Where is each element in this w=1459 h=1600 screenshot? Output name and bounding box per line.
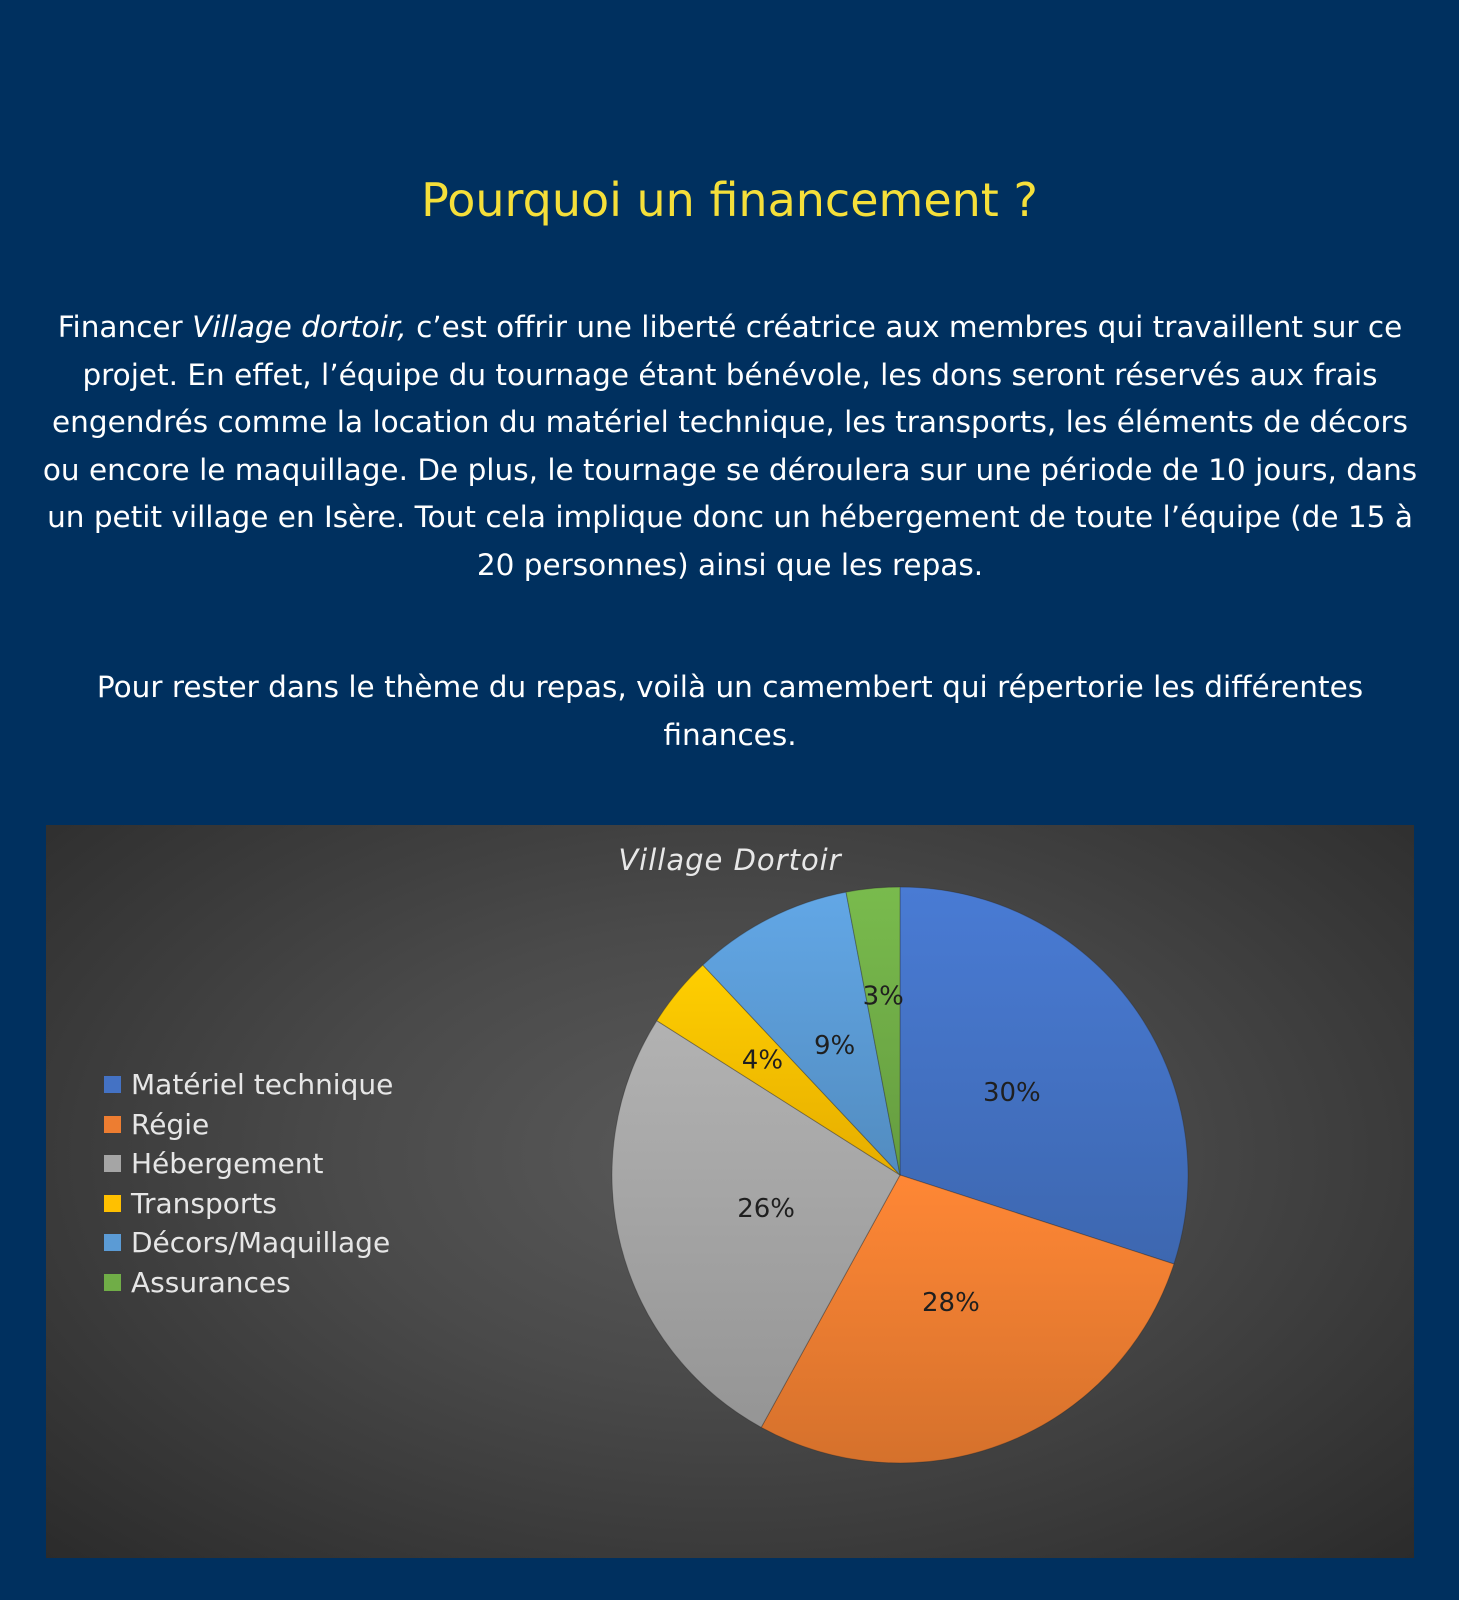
legend-label: Régie	[131, 1107, 210, 1141]
pie-data-label: 26%	[737, 1193, 796, 1224]
pie-data-label: 4%	[741, 1045, 784, 1076]
legend-label: Hébergement	[131, 1147, 324, 1181]
legend-label: Décors/Maquillage	[131, 1226, 391, 1260]
intro-paragraph	[42, 304, 1418, 589]
intro-body: c’est offrir une liberté créatrice aux membres qui travaillent sur ce projet. En effet, l’équipe du tournage étant bénévole, les dons seront réservés aux frais engendrés comme la location du matériel technique, les transports, les éléments de décors ou encore le maquillage. De plus, le tournage se déroulera sur une période de 10 jours, dans un petit village en Isère. Tout cela implique donc un hébergement de toute l’équipe (de 15 à 20 personnes) ainsi que les repas.	[42, 310, 1418, 582]
pie-data-label: 28%	[921, 1288, 980, 1319]
pie-data-label: 3%	[862, 981, 904, 1012]
page-title: Pourquoi un financement ?	[421, 173, 1038, 227]
pie-data-label: 9%	[814, 1031, 856, 1062]
legend-label: Assurances	[131, 1265, 291, 1299]
intro-prefix: Financer	[57, 310, 193, 344]
legend-label: Matériel technique	[131, 1068, 394, 1102]
pie-data-label: 30%	[982, 1078, 1041, 1109]
chart-title: Village Dortoir	[618, 843, 842, 877]
intro-film-title: Village dortoir,	[192, 310, 407, 344]
lead-paragraph: Pour rester dans le thème du repas, voilà un camembert qui répertorie les différentes finances.	[96, 670, 1364, 752]
legend-label: Transports	[131, 1186, 277, 1220]
pie-chart-panel	[46, 825, 1414, 1558]
pie-chart	[46, 825, 1414, 1558]
